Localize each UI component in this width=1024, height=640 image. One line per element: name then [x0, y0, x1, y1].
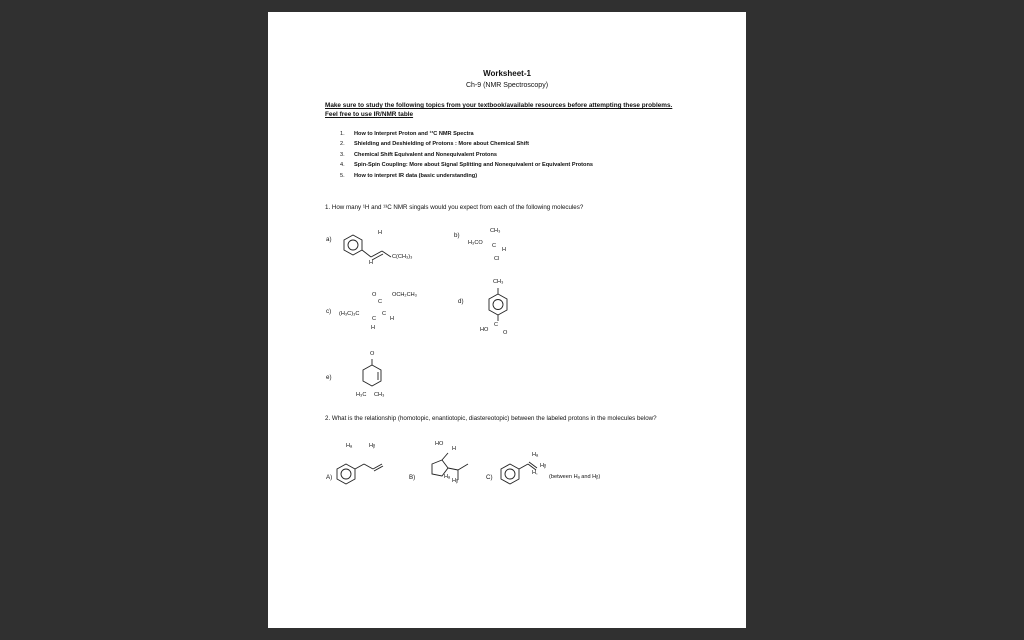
mol-d-ch3: CH₃	[493, 279, 504, 285]
label-B: B)	[409, 474, 416, 481]
mol-c-tbu: (H₃C)₃C	[339, 311, 360, 317]
question-1-text: 1. How many ¹H and ¹³C NMR singals would you expect from each of the following molecules?	[325, 204, 584, 211]
topic-item: 1. How to Interpret Proton and ¹³C NMR Spectra	[340, 131, 474, 137]
mol-b-h: H	[502, 247, 507, 253]
mol-e-ch3: CH₃	[374, 392, 385, 398]
mol-C-hc: H꜀	[532, 470, 538, 476]
mol-b-cl: Cl	[494, 256, 500, 262]
mol-c-c1: C	[378, 299, 383, 305]
mol-B-hb: Hᵦ	[452, 478, 459, 484]
mol-a-group: C(CH₃)₃	[392, 254, 413, 260]
mol-d-ho: HO	[480, 327, 489, 333]
question-2-text: 2. What is the relationship (homotopic, enantiotopic, diastereotopic) between the labeled protons in the molecules below?	[325, 415, 657, 422]
worksheet-title: Worksheet-1	[483, 69, 531, 78]
mol-c-c2: C	[372, 316, 377, 322]
mol-c-h-right: H	[390, 316, 395, 322]
mol-e-o: O	[370, 351, 375, 357]
mol-B-h: H	[452, 446, 457, 452]
mol-b-ch3: CH₃	[490, 228, 501, 234]
mol-d-c: C	[494, 322, 499, 328]
mol-c-och2ch3: OCH₂CH₃	[392, 292, 417, 298]
label-A: A)	[326, 474, 333, 481]
topic-item: 4. Spin-Spin Coupling: More about Signal Splitting and Nonequivalent or Equivalent Protons	[340, 162, 593, 169]
label-e: e)	[326, 374, 332, 381]
molecule-A-structure	[334, 452, 394, 488]
mol-C-hb: Hᵦ	[540, 463, 547, 469]
topic-item: 5. How to interpret IR data (basic understanding)	[340, 172, 478, 179]
mol-b-c: C	[492, 243, 497, 249]
worksheet-subtitle: Ch-9 (NMR Spectroscopy)	[465, 82, 549, 89]
mol-B-ho: HO	[435, 441, 444, 447]
label-a: a)	[326, 236, 332, 243]
topic-item: 2. Shielding and Deshielding of Protons : More about Chemical Shift	[340, 141, 529, 148]
mol-a-h-top: H	[378, 230, 383, 236]
mol-C-ha: Hₐ	[532, 452, 539, 458]
topics-list	[340, 131, 593, 183]
mol-c-o: O	[372, 292, 377, 298]
label-b: b)	[454, 232, 460, 239]
mol-c-h-bottom: H	[371, 325, 376, 331]
mol-b-h3co: H₃CO	[468, 240, 483, 246]
instructions-text: Make sure to study the following topics from your textbook/available resources before attempting these problems. Feel free to use IR/NMR table	[325, 102, 673, 118]
label-c: c)	[326, 308, 332, 315]
molecule-C-structure	[498, 452, 558, 488]
mol-d-o: O	[503, 330, 508, 336]
molecule-d-ring	[483, 288, 513, 328]
mol-C-note: (between Hₐ and Hᵦ)	[549, 474, 601, 480]
mol-a-h-bottom: H	[369, 260, 374, 266]
label-d: d)	[458, 298, 464, 305]
topic-item: 3. Chemical Shift Equivalent and Nonequivalent Protons	[340, 151, 497, 158]
mol-c-c3: C	[382, 311, 387, 317]
mol-B-ha: Hₐ	[444, 474, 451, 480]
mol-e-h3c: H₃C	[356, 392, 367, 398]
mol-A-ha: Hₐ	[346, 443, 353, 449]
label-C: C)	[486, 474, 493, 481]
mol-A-hb: Hᵦ	[369, 443, 376, 449]
worksheet-page	[268, 12, 746, 628]
